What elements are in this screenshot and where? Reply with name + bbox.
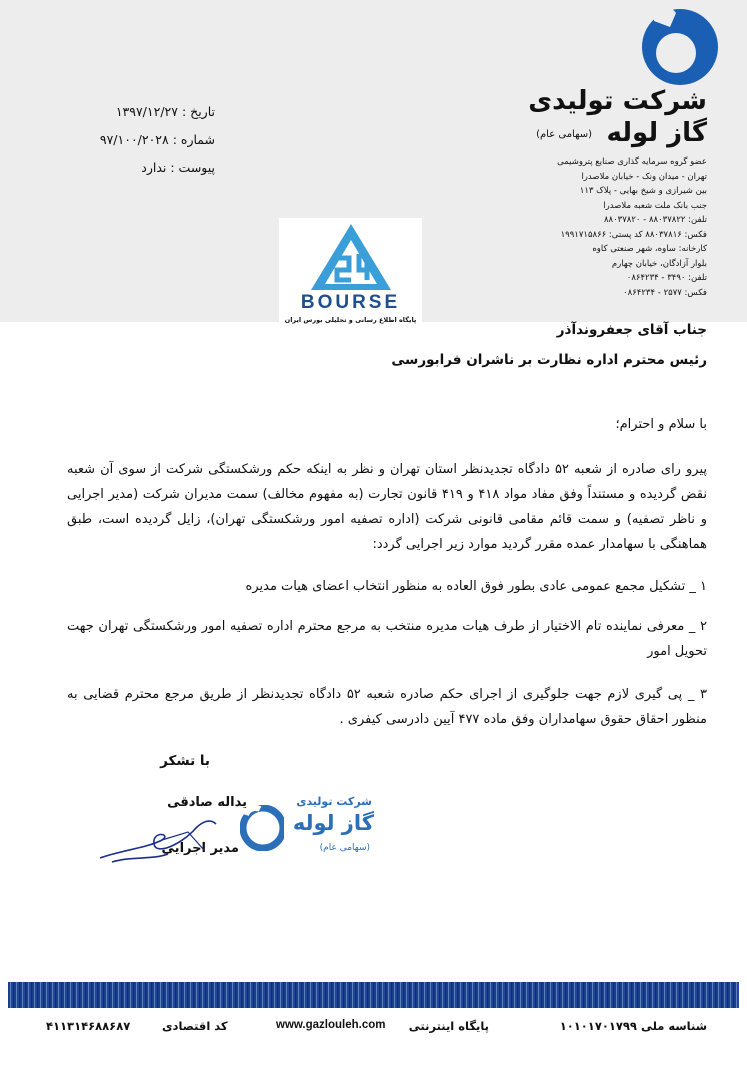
bourse-triangle-icon — [279, 218, 422, 294]
footer-bar — [8, 982, 739, 1008]
addressee-title: رئیس محترم اداره نظارت بر ناشران فرابورسی — [391, 352, 707, 368]
closing: با تشکر — [160, 753, 210, 769]
info-line: بین شیرازی و شیخ بهایی - پلاک ۱۱۳ — [579, 186, 707, 196]
info-line: فکس: ۲۵۷۷ - ۰۸۶۴۲۳۴ — [623, 287, 707, 298]
reference-block — [95, 98, 215, 182]
info-line: جنب بانک ملت شعبه ملاصدرا — [603, 200, 707, 211]
letter-date: تاریخ : ۱۳۹۷/۱۲/۲۷ — [115, 104, 215, 119]
letter-number: شماره : ۹۷/۱۰۰/۲۰۲۸ — [99, 132, 215, 147]
seal-logo-icon — [240, 805, 284, 851]
letter-attachment: پیوست : ندارد — [141, 160, 215, 175]
footer — [0, 1015, 747, 1039]
item-2: ۲ _ معرفی نماینده تام الاختیار از طرف هیات مدیره منتخب به مرجع محترم اداره تصفیه امور ورشکستگی تهران جهت تحویل امور — [67, 619, 707, 659]
website-link[interactable]: www.gazlouleh.com — [276, 1019, 386, 1031]
bourse-subtitle: پایگاه اطلاع رسانی و تحلیلی بورس ایران — [284, 316, 417, 324]
company-contact-info — [517, 155, 707, 300]
info-line: تلفن: ۸۸۰۳۷۸۲۲ - ۸۸۰۳۷۸۲۰ — [603, 215, 707, 225]
info-line: تلفن: ۳۴۹۰ - ۰۸۶۴۲۳۴ — [626, 273, 707, 283]
info-line: عضو گروه سرمایه گذاری صنایع پتروشیمی — [557, 157, 707, 167]
company-name-line2: گاز لوله — [606, 118, 707, 148]
addressee-name: جناب آقای جعفروندآذر — [556, 322, 707, 338]
signature-icon — [92, 810, 242, 870]
intro-paragraph: پیرو رای صادره از شعبه ۵۲ دادگاه تجدیدنظر استان تهران و نظر به اینکه حکم ورشکستگی شرکت از سوی آن شعبه نقض گردیده و مستنداً وفق مفاد مواد ۴۱۸ و ۴۱۹ قانون تجارت (به مفهوم مخالف) سمت مدیران شرکت (مدیر اجرایی و ناظر تصفیه) و سمت قائم مقامی قانونی شرکت (اداره تصفیه امور ورشکستگی تهران)، زایل گردیده است، طبق هماهنگی با سهامدار عمده مقرر گردید موارد زیر اجرایی گردد: — [67, 462, 707, 552]
website-label: پایگاه اینترنتی — [408, 1019, 489, 1033]
info-line: تهران - میدان ونک - خیابان ملاصدرا — [581, 171, 707, 182]
info-line: فکس: ۸۸۰۳۷۸۱۶ کد پستی: ۱۹۹۱۷۱۵۸۶۶ — [560, 229, 707, 240]
info-line: بلوار آزادگان، خیابان چهارم — [611, 258, 707, 269]
economic-code-label: کد اقتصادی — [162, 1019, 228, 1033]
company-type: (سهامی عام) — [536, 129, 592, 140]
bourse-name: BOURSE — [300, 292, 401, 313]
company-logo-icon — [636, 5, 718, 89]
seal-line2: گاز لوله — [292, 811, 374, 835]
bourse-logo — [279, 218, 422, 329]
signer-title: مدیر اجرایی — [161, 841, 239, 856]
seal-line1: شرکت تولیدی — [296, 795, 372, 808]
economic-code: ۴۱۱۳۱۴۶۸۸۶۸۷ — [46, 1019, 131, 1033]
item-1: ۱ _ تشکیل مجمع عمومی عادی بطور فوق العاده به منظور انتخاب اعضای هیات مدیره — [245, 579, 707, 594]
greeting: با سلام و احترام؛ — [615, 417, 707, 432]
info-line: کارخانه: ساوه، شهر صنعتی کاوه — [592, 244, 707, 254]
company-name-line1: شرکت تولیدی — [528, 86, 707, 116]
seal-line3: (سهامی عام) — [319, 843, 370, 853]
signer-name: یداله صادقی — [167, 795, 247, 810]
item-3: ۳ _ پی گیری لازم جهت جلوگیری از اجرای حکم صادره شعبه ۵۲ دادگاه تجدیدنظر از طریق مرجع محترم قضایی به منظور احقاق حقوق سهامداران وفق ماده ۴۷۷ آیین دادرسی کیفری . — [67, 687, 707, 727]
company-seal — [240, 795, 380, 870]
national-id: شناسه ملی ۱۰۱۰۱۷۰۱۷۹۹ — [559, 1019, 707, 1033]
